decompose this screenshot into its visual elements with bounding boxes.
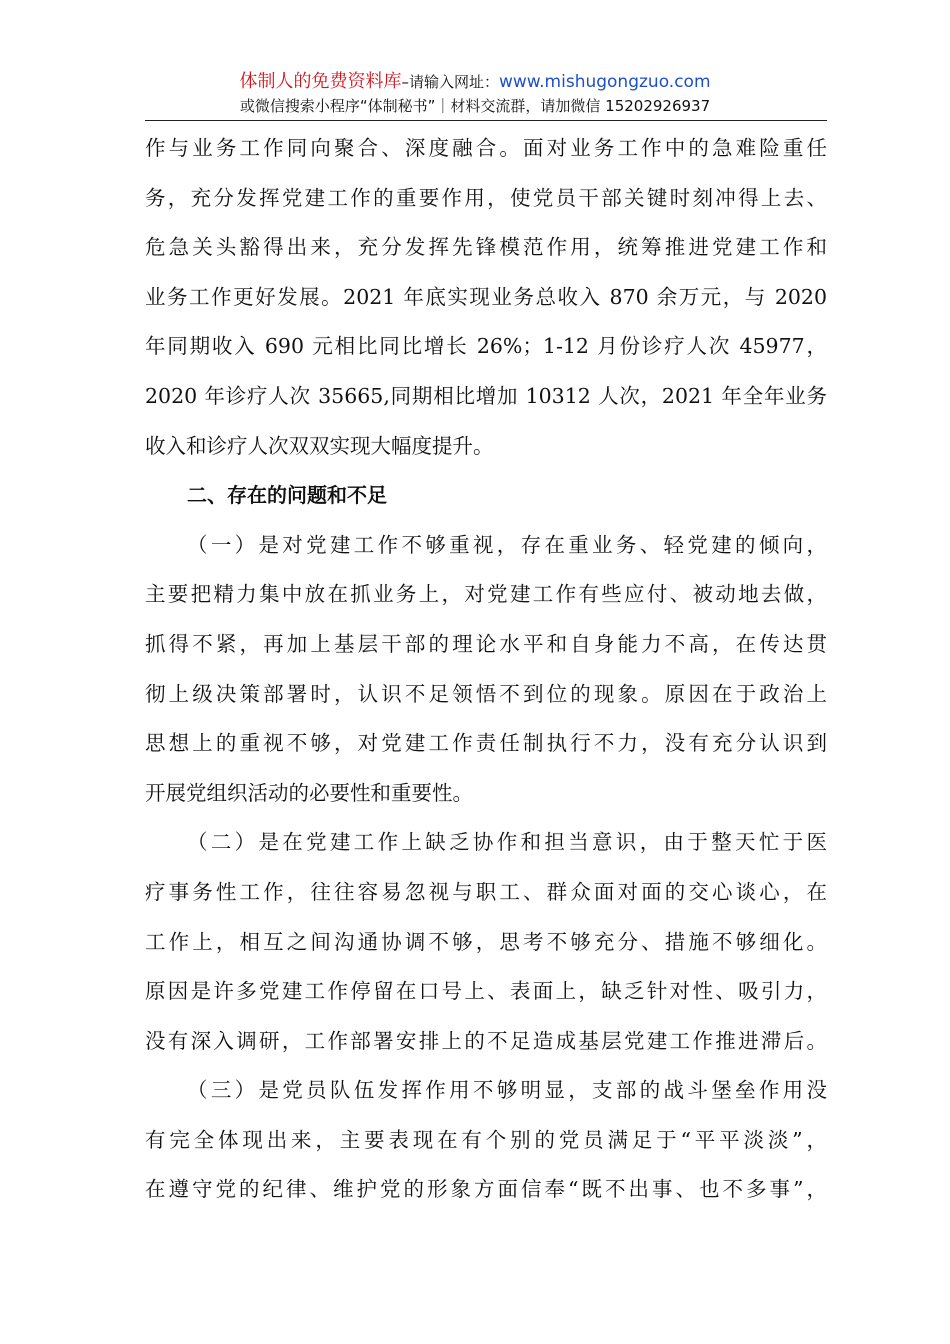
header-line-2: 或微信搜索小程序“体制秘书”｜材料交流群，请加微信 15202926937 bbox=[239, 97, 711, 115]
text-line: 疗事务性工作，往往容易忽视与职工、群众面对面的交心谈心，在 bbox=[145, 879, 827, 904]
text-line: 年同期收入 690 元相比同比增长 26%；1-12 月份诊疗人次 45977， bbox=[145, 334, 827, 359]
text-line: 2020 年诊疗人次 35665,同期相比增加 10312 人次，2021 年全年业务 bbox=[145, 383, 827, 408]
page-header bbox=[0, 70, 950, 118]
text-line: 抓得不紧，再加上基层干部的理论水平和自身能力不高，在传达贯 bbox=[145, 631, 827, 656]
section-heading: 二、存在的问题和不足 bbox=[187, 483, 387, 508]
text-line: 开展党组织活动的必要性和重要性。 bbox=[145, 780, 473, 805]
url-prompt: –请输入网址： bbox=[401, 73, 499, 91]
text-line: 原因是许多党建工作停留在口号上、表面上，缺乏针对性、吸引力， bbox=[145, 979, 827, 1004]
text-line: （二）是在党建工作上缺乏协作和担当意识，由于整天忙于医 bbox=[187, 830, 827, 855]
text-line: 业务工作更好发展。2021 年底实现业务总收入 870 余万元，与 2020 bbox=[145, 284, 827, 309]
text-line: 危急关头豁得出来，充分发挥先锋模范作用，统筹推进党建工作和 bbox=[145, 235, 827, 260]
text-line: 作与业务工作同向聚合、深度融合。面对业务工作中的急难险重任 bbox=[145, 136, 827, 160]
brand-title: 体制人的免费资料库 bbox=[239, 71, 402, 92]
text-line: 工作上，相互之间沟通协调不够，思考不够充分、措施不够细化。 bbox=[145, 929, 827, 954]
text-line: （三）是党员队伍发挥作用不够明显，支部的战斗堡垒作用没 bbox=[187, 1078, 827, 1103]
text-line: 在遵守党的纪律、维护党的形象方面信奉“既不出事、也不多事”， bbox=[145, 1177, 827, 1202]
text-line: 收入和诊疗人次双双实现大幅度提升。 bbox=[145, 433, 494, 458]
text-line: 务，充分发挥党建工作的重要作用，使党员干部关键时刻冲得上去、 bbox=[145, 185, 827, 210]
text-line: （一）是对党建工作不够重视，存在重业务、轻党建的倾向， bbox=[187, 532, 827, 557]
header-divider bbox=[145, 120, 827, 121]
website-link[interactable]: www.mishugongzuo.com bbox=[499, 72, 711, 92]
document-body bbox=[145, 124, 827, 1215]
text-line: 彻上级决策部署时，认识不足领悟不到位的现象。原因在于政治上 bbox=[145, 681, 827, 706]
text-line: 主要把精力集中放在抓业务上，对党建工作有些应付、被动地去做， bbox=[145, 582, 827, 607]
text-line: 没有深入调研，工作部署安排上的不足造成基层党建工作推进滞后。 bbox=[145, 1028, 827, 1053]
text-line: 思想上的重视不够，对党建工作责任制执行不力，没有充分认识到 bbox=[145, 731, 827, 756]
header-line-1 bbox=[0, 70, 950, 94]
text-line: 有完全体现出来，主要表现在有个别的党员满足于“平平淡淡”， bbox=[145, 1127, 827, 1152]
